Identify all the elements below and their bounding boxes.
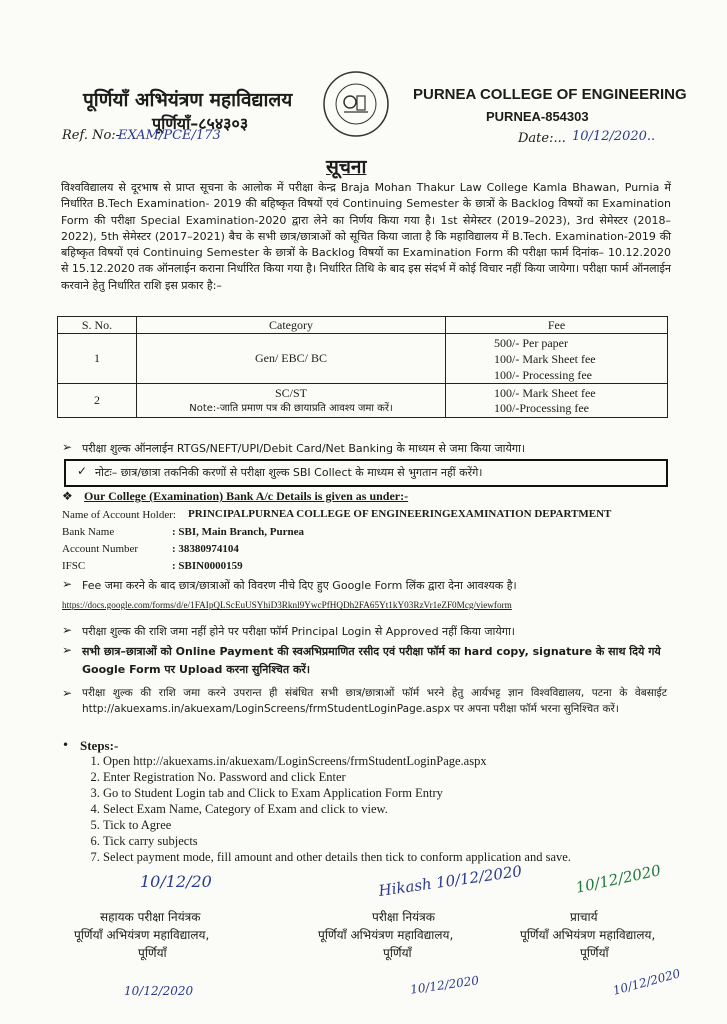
row-category: Gen/ EBC/ BC: [137, 334, 446, 384]
steps-heading: Steps:-: [80, 738, 119, 753]
signature-scribble: 10/12/2020: [574, 861, 663, 897]
list-item: 1. Open http://akuexams.in/akuexam/LoginScreens/frmStudentLoginPage.aspx: [103, 753, 713, 769]
check-icon: ✓: [77, 464, 88, 478]
payment-line: परीक्षा शुल्क ऑनलाईन RTGS/NEFT/UPI/Debit Card/Net Banking के माध्यम से जमा किया जायेगा।: [82, 442, 526, 455]
row-sno: 1: [58, 334, 137, 384]
row-fee: [446, 384, 668, 418]
notice-title: सूचना: [326, 156, 367, 178]
signature-scribble: Hikash 10/12/2020: [377, 862, 524, 900]
bank-value: : SBI, Main Branch, Purnea: [172, 526, 305, 538]
bank-label: Account Number: [62, 543, 139, 555]
date-value: 10/12/2020..: [572, 129, 656, 144]
ref-number: EXAM/PCE/173: [118, 128, 221, 143]
fee-line: 100/-Processing fee: [494, 400, 589, 415]
dot-bullet-icon: •: [62, 738, 70, 752]
header-category: Category: [137, 317, 446, 334]
bank-label: IFSC: [62, 560, 86, 572]
category-note: Note:-जाति प्रमाण पत्र की छायाप्रति आवश्य जमा करें।: [189, 402, 393, 414]
row-sno: 2: [58, 384, 137, 418]
bank-label: Name of Account Holder:: [62, 509, 176, 521]
fee-line: 100/- Mark Sheet fee: [494, 351, 596, 366]
bank-value: : SBIN0000159: [172, 560, 243, 572]
handwritten-date: 10/12/2020: [409, 973, 480, 997]
table-row: [58, 334, 668, 384]
arrow-bullet-icon: ➢: [62, 686, 73, 700]
college-name-hindi: पूर्णियाँ अभियंत्रण महाविद्यालय: [83, 89, 293, 111]
date-label: Date:...: [518, 131, 566, 146]
list-item: 6. Tick carry subjects: [103, 833, 713, 849]
college-seal: [322, 70, 390, 138]
list-item: 7. Select payment mode, fill amount and other details then tick to conform application and save.: [103, 849, 713, 865]
signatory-city: पूर्णियाँ: [138, 946, 167, 960]
bank-value: : 38380974104: [172, 543, 239, 555]
signatory-city: पूर्णियाँ: [383, 946, 412, 960]
list-item: 2. Enter Registration No. Password and click Enter: [103, 769, 713, 785]
handwritten-date: 10/12/2020: [124, 984, 194, 998]
college-city-english: PURNEA-854303: [486, 109, 589, 124]
website-instruction: परीक्षा शुल्क की राशि जमा करने उपरान्त ही संबंधित सभी छात्र/छात्राओं फॉर्म भरने हेतु आर्यभट्ट ज्ञान विश्वविद्यालय, पटना के वेबसाईट http://akuexams.in/akuexam/LoginScreens/frmStudentLoginPage.aspx पर अपना परीक्षा फॉर्म भरना सुनिश्चित करें।: [82, 687, 667, 715]
arrow-bullet-icon: ➢: [62, 643, 73, 657]
arrow-bullet-icon: ➢: [62, 577, 73, 591]
bank-value: PRINCIPALPURNEA COLLEGE OF ENGINEERINGEXAMINATION DEPARTMENT: [188, 508, 612, 520]
signature-scribble: 10/12/20: [140, 872, 212, 891]
header-sno: S. No.: [58, 317, 137, 334]
signatory-city: पूर्णियाँ: [580, 946, 609, 960]
college-name-english: PURNEA COLLEGE OF ENGINEERING: [413, 86, 687, 103]
category-text: SC/ST: [274, 385, 307, 400]
arrow-bullet-icon: ➢: [62, 440, 73, 454]
upload-instruction: सभी छात्र–छात्राओं को Online Payment की स्वअभिप्रमाणित रसीद एवं परीक्षा फॉर्म का hard copy, signature के साथ दिये गये Google Form पर Upload करना सुनिश्चित करें।: [82, 645, 661, 676]
row-category: [137, 384, 446, 418]
row-fee: [446, 334, 668, 384]
arrow-bullet-icon: ➢: [62, 623, 73, 637]
signatory-title: सहायक परीक्षा नियंत्रक: [100, 910, 201, 924]
table-row: [58, 384, 668, 418]
handwritten-date: 10/12/2020: [611, 966, 682, 998]
principal-line: परीक्षा शुल्क की राशि जमा नहीं होने पर परीक्षा फॉर्म Principal Login से Approved नहीं किया जायेगा।: [82, 625, 515, 638]
signatory-title: प्राचार्य: [570, 910, 598, 924]
google-form-line: Fee जमा करने के बाद छात्र/छात्राओं को विवरण नीचे दिए हुए Google Form लिंक द्वारा देना आवश्यक है।: [82, 579, 517, 592]
signatory-title: परीक्षा नियंत्रक: [372, 910, 435, 924]
fee-table: [57, 316, 668, 418]
signatory-org: पूर्णियाँ अभियंत्रण महाविद्यालय,: [520, 928, 656, 942]
college-city-hindi: पूर्णियाँ–८५४३०३: [152, 114, 249, 133]
list-item: 3. Go to Student Login tab and Click to Exam Application Form Entry: [103, 785, 713, 801]
steps-list: [60, 745, 713, 865]
signatory-org: पूर्णियाँ अभियंत्रण महाविद्यालय,: [318, 928, 454, 942]
diamond-bullet-icon: ❖: [62, 489, 73, 503]
ref-label: Ref. No:-: [62, 128, 121, 143]
fee-line: 500/- Per paper: [494, 335, 568, 350]
bank-label: Bank Name: [62, 526, 115, 538]
list-item: 5. Tick to Agree: [103, 817, 713, 833]
fee-line: 100/- Mark Sheet fee: [494, 385, 596, 400]
list-item: 4. Select Exam Name, Category of Exam and click to view.: [103, 801, 713, 817]
signatory-org: पूर्णियाँ अभियंत्रण महाविद्यालय,: [74, 928, 210, 942]
fee-table-header: [58, 317, 668, 334]
header-fee: Fee: [446, 317, 668, 334]
google-form-link[interactable]: https://docs.google.com/forms/d/e/1FAIpQLScEuUSYhiD3Rknl9YwcPfHQDh2FA65Yt1kY03RzVr1eZF0Mcg/viewform: [62, 600, 512, 610]
fee-line: 100/- Processing fee: [494, 367, 592, 382]
bank-heading: Our College (Examination) Bank A/c Details is given as under:-: [84, 489, 409, 503]
intro-paragraph: विश्वविद्यालय से दूरभाष से प्राप्त सूचना के आलोक में परीक्षा केन्द्र Braja Mohan Thakur Law College Kamla Bhawan, Purnia में निर्धारित B.Tech Examination- 2019 की बहिष्कृत विषयों एवं Continuing Semester के छात्रों के Backlog विषयों का Examination Form की परीक्षा Special Examination-2020 द्वारा लेने का निर्णय किया गया है। 1st सेमेस्टर (2019–2023), 3rd सेमेस्टर (2018–2022), 5th सेमेस्टर (2017–2021) बैच के सभी छात्र/छात्राओं को सूचित किया जाता है कि महाविद्यालय में B.Tech. Examination-2019 की बहिष्कृत विषयों एवं Continuing Semester के छात्रों के Backlog विषयों का Examination Form की परीक्षा फार्म दिनांक– 10.12.2020 से 15.12.2020 तक ऑनलाईन कराना निर्धारित किया गया है। निर्धारित तिथि के बाद इस संदर्भ में कोई विचार नहीं किया जायेगा। परीक्षा फार्म ऑनलाईन करवाने हेतु निर्धारित राशि इस प्रकार है:–: [61, 181, 671, 292]
note-text: नोटः– छात्र/छात्रा तकनिकी करणों से परीक्षा शुल्क SBI Collect के माध्यम से भुगतान नहीं करेंगे।: [95, 466, 483, 479]
